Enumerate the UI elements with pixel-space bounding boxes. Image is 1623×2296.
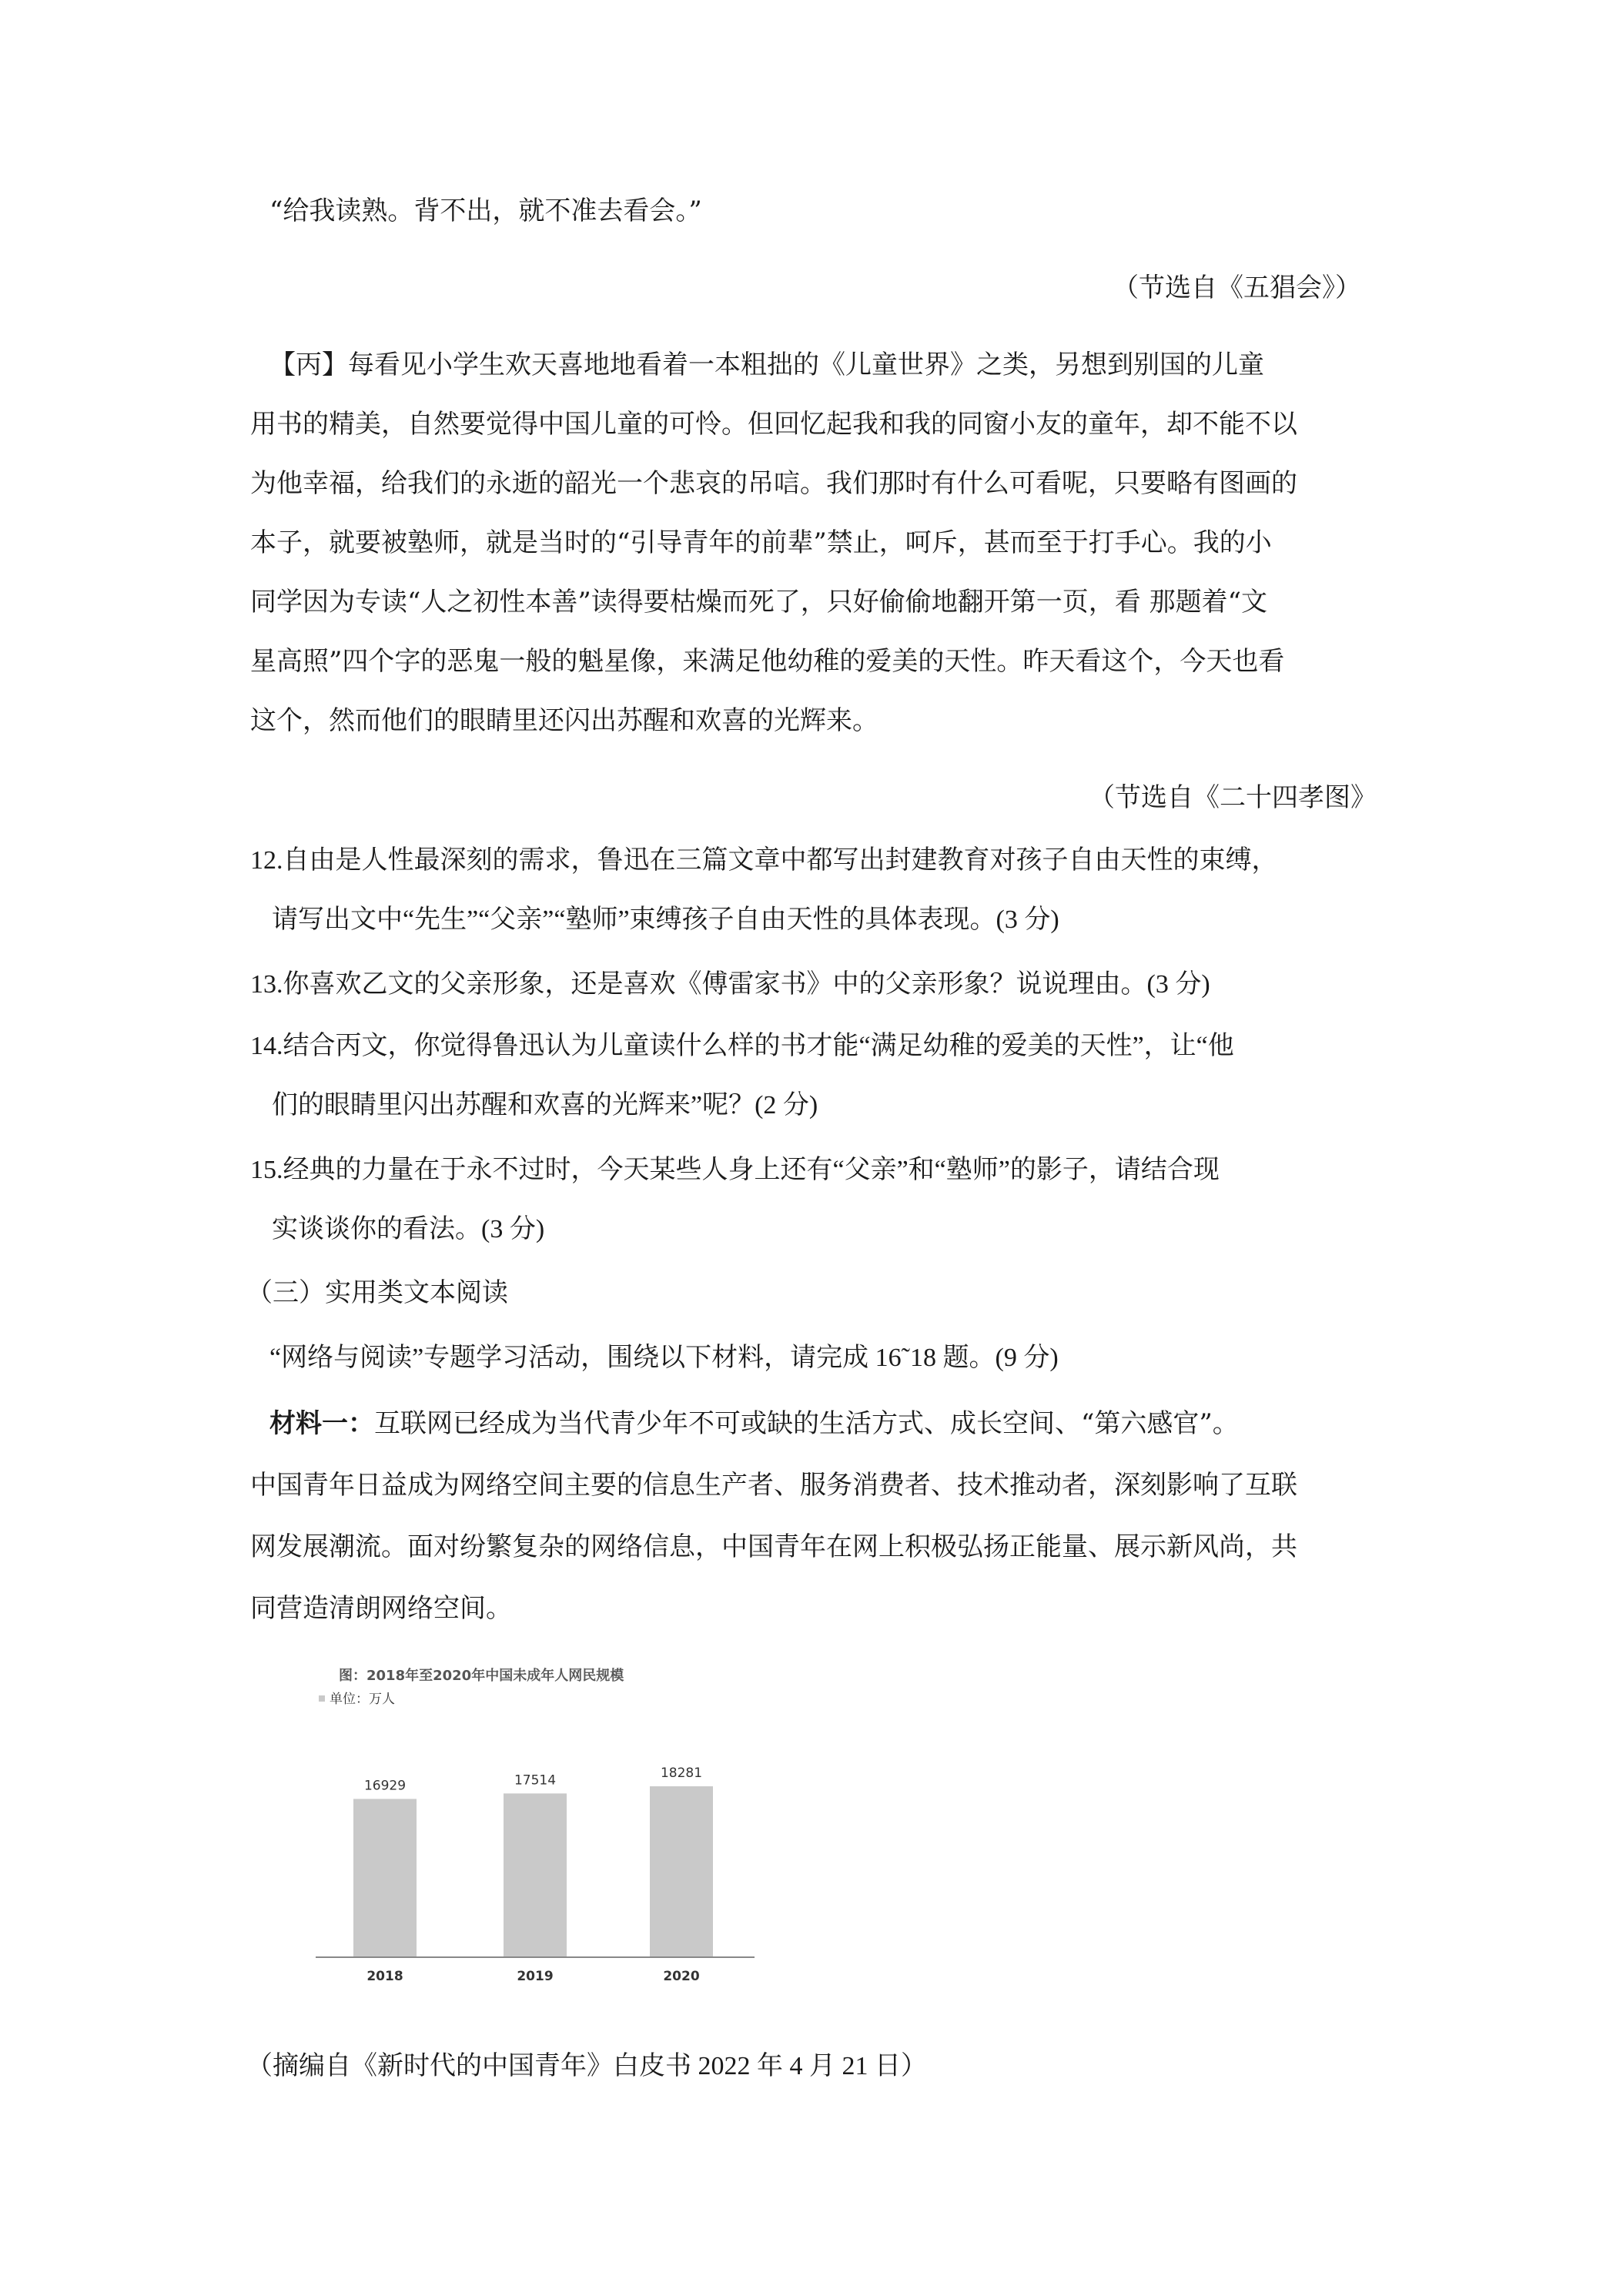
question-line: 们的眼睛里闪出苏醒和欢喜的光辉来”呢？(2 分): [272, 1091, 818, 1120]
passage-line: 这个，然而他们的眼睛里还闪出苏醒和欢喜的光辉来。: [250, 705, 878, 736]
passage-line: 用书的精美，自然要觉得中国儿童的可怜。但回忆起我和我的同窗小友的童年，却不能不以: [250, 409, 1297, 440]
material-line: 网发展潮流。面对纷繁复杂的网络信息，中国青年在网上积极弘扬正能量、展示新风尚，共: [250, 1531, 1297, 1562]
citation: （摘编自《新时代的中国青年》白皮书 2022 年 4 月 21 日）: [246, 2052, 927, 2080]
question-line: 12.自由是人性最深刻的需求，鲁迅在三篇文章中都写出封建教育对孩子自由天性的束缚，: [250, 846, 1278, 875]
passage-line: 为他幸福，给我们的永逝的韶光一个悲哀的吊唁。我们那时有什么可看呢，只要略有图画的: [250, 468, 1297, 499]
legend-swatch: [319, 1695, 325, 1702]
material-line: 中国青年日益成为网络空间主要的信息生产者、服务消费者、技术推动者，深刻影响了互联: [250, 1470, 1297, 1501]
material-label: 材料一：: [269, 1408, 374, 1439]
material-line: 互联网已经成为当代青少年不可或缺的生活方式、成长空间、“第六感官”。: [374, 1408, 1239, 1439]
netizen-bar-chart: [308, 1655, 770, 1994]
question-line: 15.经典的力量在于永不过时，今天某些人身上还有“父亲”和“塾师”的影子，请结合现: [250, 1156, 1220, 1184]
x-tick-label: 2019: [517, 1969, 554, 1984]
bar-2018: [353, 1799, 417, 1957]
section-heading: （三）实用类文本阅读: [246, 1279, 508, 1307]
question-line: 实谈谈你的看法。(3 分): [272, 1215, 545, 1243]
source-ershisi: （节选自《二十四孝图》: [1089, 782, 1377, 813]
bar-2019: [504, 1793, 567, 1957]
passage-line: 同学因为专读“人之初性本善”读得要枯燥而死了，只好偷偷地翻开第一页，看 那题着“文: [250, 587, 1267, 618]
legend-label: 单位：万人: [330, 1692, 395, 1707]
section-intro: “网络与阅读”专题学习活动，围绕以下材料，请完成 16˜18 题。(9 分): [269, 1344, 1059, 1372]
material-line: 同营造清朗网络空间。: [250, 1593, 512, 1624]
x-tick-label: 2020: [663, 1969, 700, 1984]
bar-2020: [650, 1786, 713, 1957]
chart-title: 图：2018年至2020年中国未成年人网民规模: [339, 1668, 624, 1684]
question-line: 14.结合丙文，你觉得鲁迅认为儿童读什么样的书才能“满足幼稚的爱美的天性”，让“他: [250, 1032, 1234, 1060]
value-label: 17514: [514, 1772, 557, 1789]
question-line: 请写出文中“先生”“父亲”“塾师”束缚孩子自由天性的具体表现。(3 分): [272, 905, 1059, 934]
passage-line: 星高照”四个字的恶鬼一般的魁星像，来满足他幼稚的爱美的天性。昨天看这个，今天也看: [250, 646, 1285, 677]
x-tick-label: 2018: [366, 1969, 403, 1984]
passage-line: 【丙】每看见小学生欢天喜地地看着一本粗拙的《儿童世界》之类，另想到别国的儿童: [269, 350, 1264, 380]
value-label: 18281: [660, 1766, 703, 1781]
passage-line: 本子，就要被塾师，就是当时的“引导青年的前辈”禁止，呵斥，甚而至于打手心。我的小: [250, 527, 1272, 558]
value-label: 16929: [363, 1778, 407, 1794]
question-line: 13.你喜欢乙文的父亲形象，还是喜欢《傅雷家书》中的父亲形象？说说理由。(3 分): [250, 970, 1210, 999]
source-wuchanghui: （节选自《五猖会》）: [1113, 273, 1361, 303]
quote-line: “给我读熟。背不出，就不准去看会。”: [269, 196, 702, 226]
